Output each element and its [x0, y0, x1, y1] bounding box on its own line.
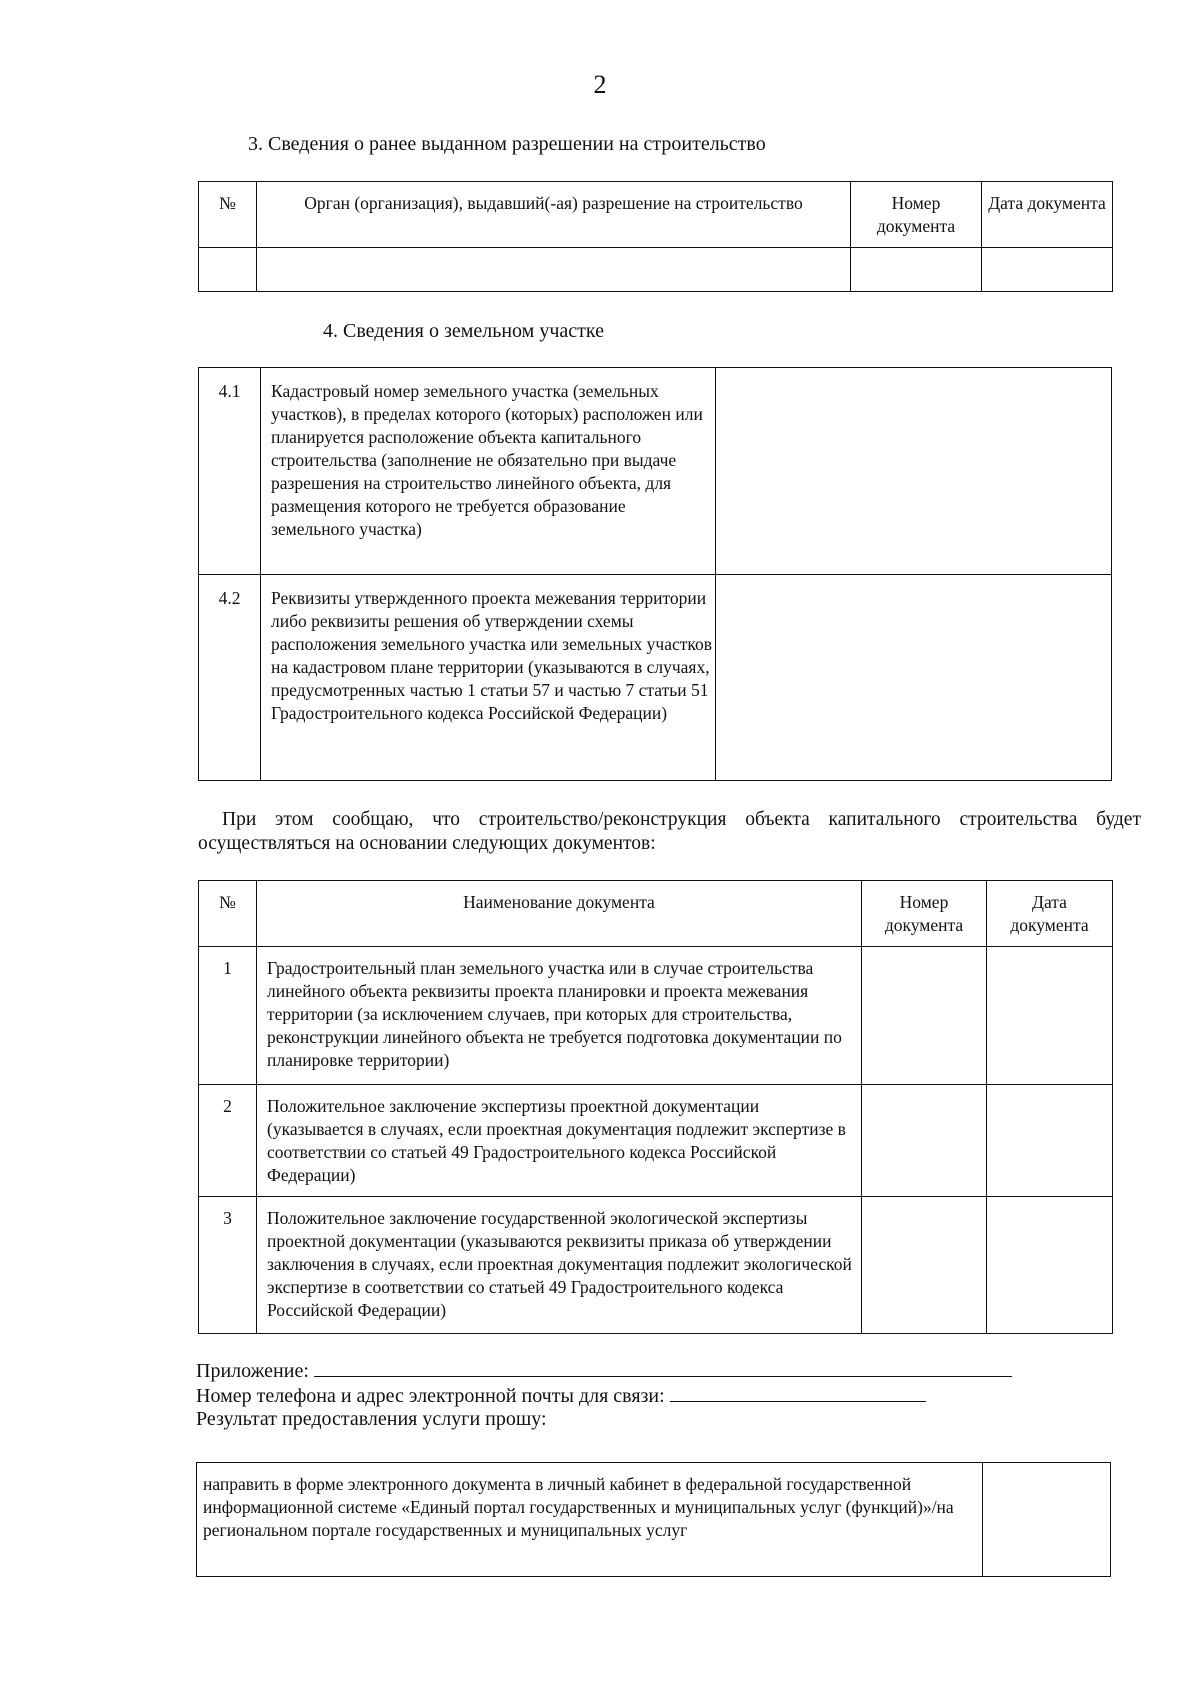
empty-cell[interactable] [982, 248, 1113, 292]
row-number: 3 [199, 1197, 257, 1334]
documents-table [198, 880, 1113, 1334]
survey-project-value[interactable] [716, 575, 1112, 781]
doc-number-cell[interactable] [862, 1197, 987, 1334]
section3-table [198, 181, 1113, 292]
header-doc-name: Наименование документа [257, 881, 862, 947]
empty-cell[interactable] [199, 248, 257, 292]
result-option-checkbox[interactable] [983, 1463, 1111, 1577]
table-header-row [199, 881, 1113, 947]
row-number: 2 [199, 1085, 257, 1197]
table-row [199, 248, 1113, 292]
doc-date-cell[interactable] [987, 947, 1113, 1085]
header-doc-number: Номер документа [851, 182, 982, 248]
table-row [199, 575, 1112, 781]
section4-table [198, 367, 1112, 781]
doc-name: Положительное заключение государственной экологической экспертизы проектной документации (указываются реквизиты приказа об утверждении заключения в случаях, если проектная документация подлежит экологической экспертизе в соответствии со статьей 49 Градостроительного кодекса Российской Федерации) [257, 1197, 862, 1334]
doc-number-cell[interactable] [862, 947, 987, 1085]
row-number: 1 [199, 947, 257, 1085]
doc-name: Положительное заключение экспертизы проектной документации (указывается в случаях, если проектная документация подлежит экспертизе в соответствии со статьей 49 Градостроительного кодекса Российской Федерации) [257, 1085, 862, 1197]
table-header-row [199, 182, 1113, 248]
doc-date-cell[interactable] [987, 1197, 1113, 1334]
empty-cell[interactable] [851, 248, 982, 292]
contact-line [196, 1383, 926, 1408]
header-doc-date: Дата документа [987, 881, 1113, 947]
cadastral-number-value[interactable] [716, 368, 1112, 575]
table-row [199, 947, 1113, 1085]
contact-label: Номер телефона и адрес электронной почты для связи: [196, 1385, 665, 1407]
result-option-text: направить в форме электронного документа в личный кабинет в федеральной государственной информационной системе «Единый портал государственных и муниципальных услуг (функций)»/на региональном портале государственных и муниципальных услуг [197, 1463, 983, 1577]
header-issuer: Орган (организация), выдавший(-ая) разрешение на строительство [257, 182, 851, 248]
attachment-label: Приложение: [196, 1360, 309, 1382]
attachment-line [196, 1358, 1012, 1383]
doc-name: Градостроительный план земельного участка или в случае строительства линейного объекта реквизиты проекта планировки и проекта межевания территории (за исключением случаев, при которых для строительства, реконструкции линейного объекта не требуется подготовка документации по планировке территории) [257, 947, 862, 1085]
header-number: № [199, 182, 257, 248]
row-number: 4.1 [199, 368, 261, 575]
section4-title: 4. Сведения о земельном участке [323, 320, 604, 342]
doc-date-cell[interactable] [987, 1085, 1113, 1197]
result-table [196, 1462, 1111, 1577]
table-row [199, 368, 1112, 575]
header-doc-number: Номер документа [862, 881, 987, 947]
cadastral-number-label: Кадастровый номер земельного участка (земельных участков), в пределах которого (которых) расположен или планируется расположение объекта капитального строительства (заполнение не обязательно при выдаче разрешения на строительство линейного объекта, для размещения которого не требуется образование земельного участка) [261, 368, 716, 575]
statement-paragraph: При этом сообщаю, что строительство/реконструкция объекта капитального строительства будет осуществляться на основании следующих документов: [198, 809, 1141, 854]
survey-project-label: Реквизиты утвержденного проекта межевания территории либо реквизиты решения об утверждении схемы расположения земельного участка или земельных участков на кадастровом плане территории (указываются в случаях, предусмотренных частью 1 статьи 57 и частью 7 статьи 51 Градостроительного кодекса Российской Федерации) [261, 575, 716, 781]
table-row [199, 1197, 1113, 1334]
doc-number-cell[interactable] [862, 1085, 987, 1197]
table-row [199, 1085, 1113, 1197]
section3-title: 3. Сведения о ранее выданном разрешении на строительство [248, 133, 766, 155]
contact-field[interactable] [670, 1383, 926, 1402]
result-label: Результат предоставления услуги прошу: [196, 1408, 547, 1430]
row-number: 4.2 [199, 575, 261, 781]
empty-cell[interactable] [257, 248, 851, 292]
page-number: 2 [593, 70, 607, 99]
table-row [197, 1463, 1111, 1577]
header-number: № [199, 881, 257, 947]
attachment-field[interactable] [314, 1358, 1012, 1377]
header-doc-date: Дата документа [982, 182, 1113, 248]
